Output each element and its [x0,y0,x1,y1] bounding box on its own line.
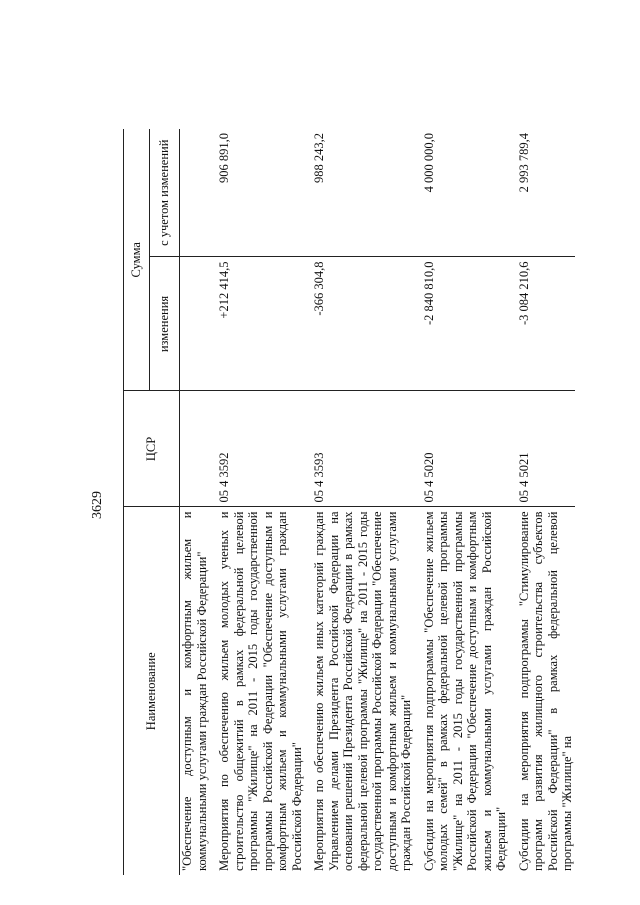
row-changes [180,257,210,391]
header-sum: Сумма [124,129,150,391]
header-changes: изменения [150,257,180,391]
row-changes: -2 840 810,0 [422,257,509,391]
row-csr: 05 4 5020 [422,391,509,507]
table-row [180,129,210,875]
row-csr [180,391,210,507]
row-changes: -3 084 210,6 [517,257,575,391]
table-row [422,129,509,875]
budget-table [123,129,575,875]
row-total: 2 993 789,4 [516,133,531,193]
row-total: 906 891,0 [217,133,231,183]
row-csr: 05 4 3593 [312,391,414,507]
header-csr: ЦСР [124,391,180,507]
page-number: 3629 [90,491,105,519]
table-row [517,129,575,875]
table-row [217,129,304,875]
rotated-document-page [80,125,574,885]
row-name: Мероприятия по обеспечению жильем иных категорий граждан Управлением делами Президента Российской Федерации на основании решений Президента Российской Федерации в рамках федеральной целевой программы "Жилище" на 2011 - 2015 годы государственной программы Российской Федерации "Обеспечение доступным и комфортным жильем и коммунальными услугами граждан Российской Федерации" [312,507,414,875]
row-csr: 05 4 3592 [217,391,304,507]
header-name: Наименование [124,507,180,875]
row-changes: +212 414,5 [217,257,304,391]
row-name: Мероприятия по обеспечению жильем молодых ученых и строительство общежитий в рамках федеральной целевой программы "Жилище" на 2011 - 2015 годы государственной программы Российской Федерации "Обеспечение доступным и комфортным жильем и коммунальными услугами граждан Российской Федерации" [217,507,304,875]
row-total [180,129,210,257]
row-name: Субсидии на мероприятия подпрограммы "Обеспечение жильем молодых семей" в рамках федеральной целевой программы "Жилище" на 2011 - 2015 годы государственной программы Российской Федерации "Обеспечение доступным и комфортным жильем и коммунальными услугами граждан Российской Федерации" [422,507,509,875]
row-name: "Обеспечение доступным и комфортным жильем и коммунальными услугами граждан Российской Федерации" [180,507,210,875]
row-csr: 05 4 5021 [517,391,575,507]
row-name: Субсидии на мероприятия подпрограммы "Стимулирование программ развития жилищного строительства субъектов Российской Федерации" в рамках федеральной целевой программы "Жилище" на [517,507,575,875]
row-changes: -366 304,8 [312,257,414,391]
table-row [312,129,414,875]
header-with-changes: с учетом изменений [150,129,180,257]
row-total: 4 000 000,0 [421,133,436,193]
row-total: 988 243,2 [312,133,326,183]
